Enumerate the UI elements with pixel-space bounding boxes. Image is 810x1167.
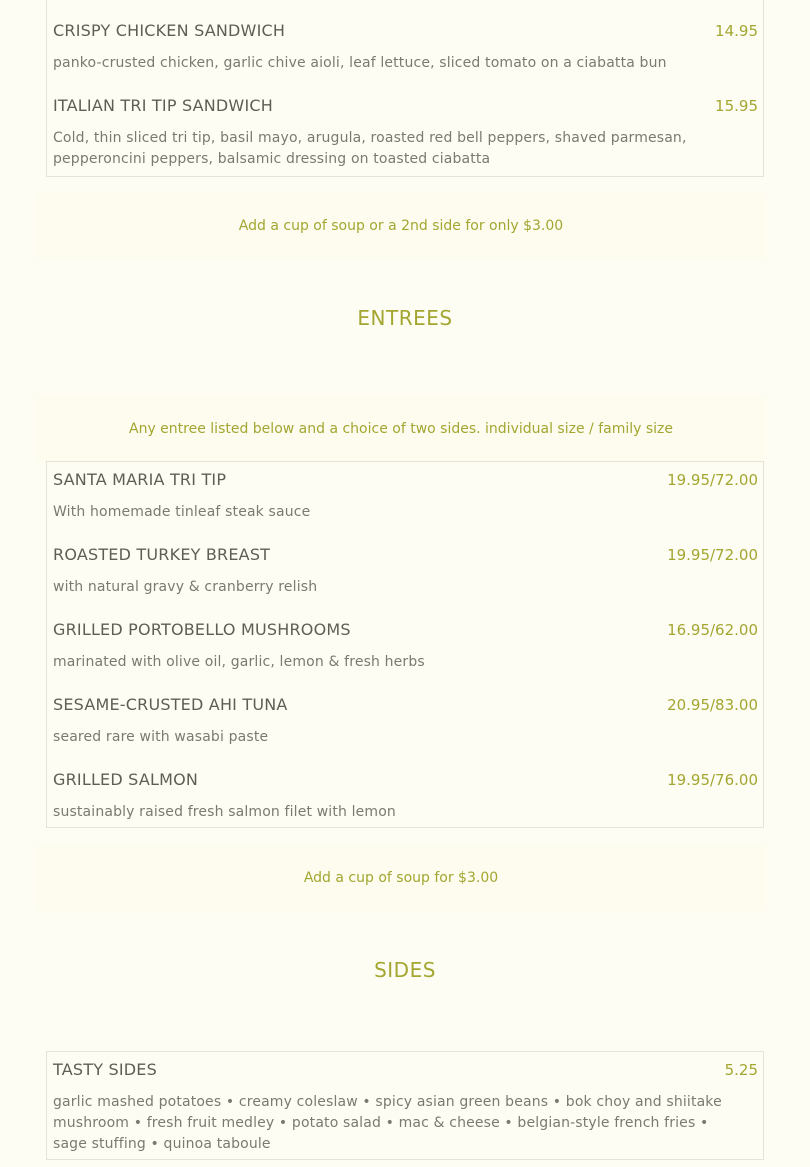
item-price: 5.25 (724, 1061, 758, 1079)
item-name: GRILLED PORTOBELLO MUSHROOMS (53, 620, 351, 639)
item-price: 19.95/72.00 (667, 471, 758, 489)
item-name: ROASTED TURKEY BREAST (53, 545, 271, 564)
item-price: 14.95 (715, 22, 758, 40)
item-description: sustainably raised fresh salmon filet with lemon (53, 804, 396, 820)
item-price: 16.95/62.00 (667, 621, 758, 639)
item-name: SESAME-CRUSTED AHI TUNA (53, 695, 288, 714)
sides-list (46, 1051, 764, 1160)
section-title-sides: SIDES (374, 958, 436, 982)
item-price: 15.95 (715, 97, 758, 115)
item-price: 19.95/76.00 (667, 771, 758, 789)
menu-item (47, 1060, 763, 1155)
menu-item (47, 96, 763, 170)
item-description: marinated with olive oil, garlic, lemon & fresh herbs (53, 654, 425, 670)
menu-item (47, 695, 763, 748)
menu-item (47, 770, 763, 823)
menu-item (47, 545, 763, 598)
sandwiches-list (46, 0, 764, 177)
entree-addon-note: Add a cup of soup for $3.00 (36, 845, 766, 911)
item-price: 20.95/83.00 (667, 696, 758, 714)
item-name: CRISPY CHICKEN SANDWICH (53, 21, 286, 40)
item-description: panko-crusted chicken, garlic chive aioli, leaf lettuce, sliced tomato on a ciabatta bun (53, 55, 667, 71)
entrees-list (46, 461, 764, 828)
item-name: TASTY SIDES (53, 1060, 157, 1079)
item-description: with natural gravy & cranberry relish (53, 579, 318, 595)
menu-item (47, 21, 763, 74)
menu-item (47, 470, 763, 523)
item-name: ITALIAN TRI TIP SANDWICH (53, 96, 273, 115)
item-description: Cold, thin sliced tri tip, basil mayo, arugula, roasted red bell peppers, shaved parmesan, pepperoncini peppers, balsamic dressing on toasted ciabatta (53, 130, 687, 167)
sandwich-addon-note: Add a cup of soup or a 2nd side for only $3.00 (36, 193, 766, 259)
item-name: GRILLED SALMON (53, 770, 199, 789)
item-description: garlic mashed potatoes • creamy coleslaw • spicy asian green beans • bok choy and shiitake mushroom • fresh fruit medley • potato salad • mac & cheese • belgian-style french fries • sage stuffing • quinoa taboule (53, 1094, 722, 1152)
item-price: 19.95/72.00 (667, 546, 758, 564)
item-name: SANTA MARIA TRI TIP (53, 470, 227, 489)
entrees-intro-note: Any entree listed below and a choice of two sides. individual size / family size (36, 396, 766, 462)
section-title-entrees: ENTREES (357, 306, 453, 330)
item-description: seared rare with wasabi paste (53, 729, 269, 745)
menu-item (47, 620, 763, 673)
item-description: With homemade tinleaf steak sauce (53, 504, 311, 520)
